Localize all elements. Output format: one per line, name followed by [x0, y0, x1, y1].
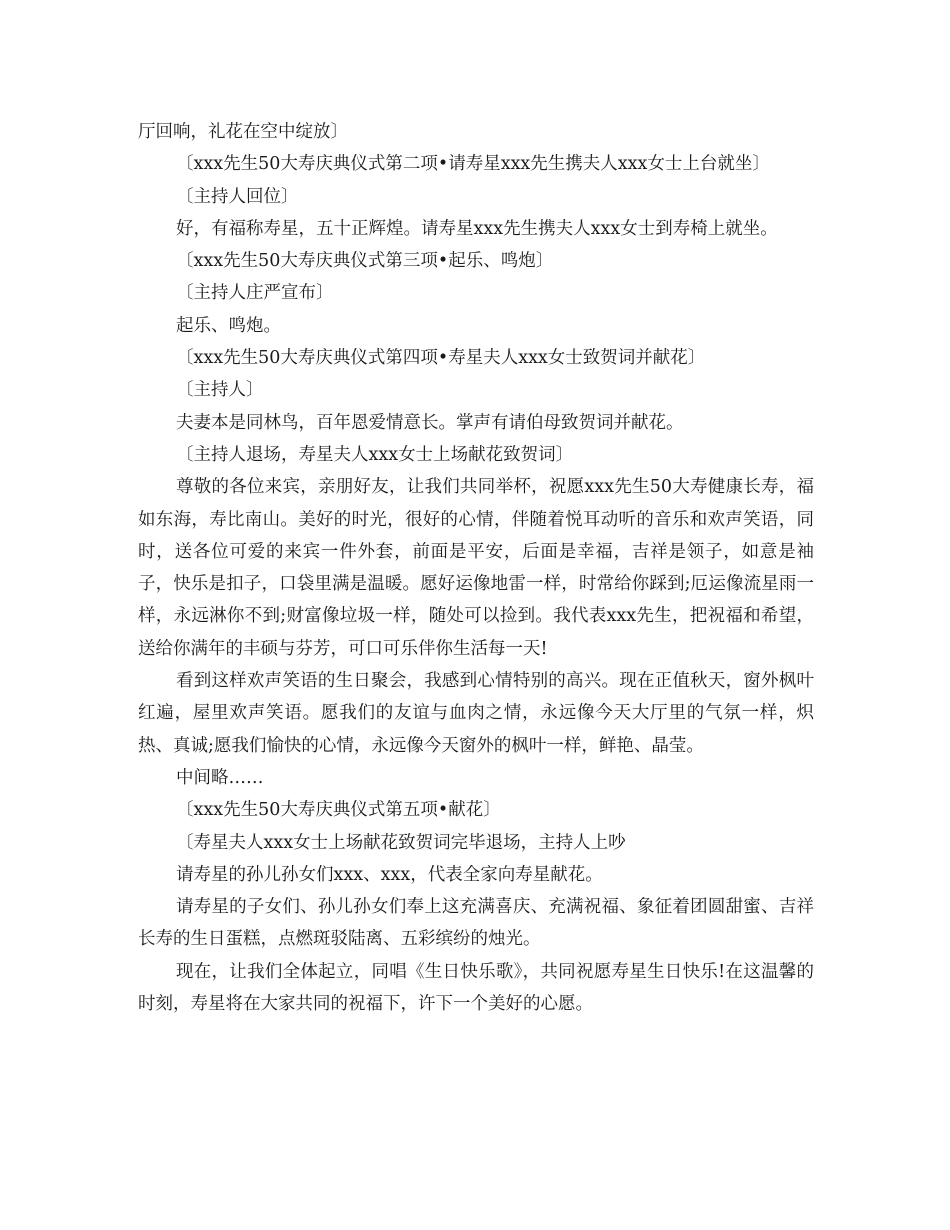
paragraph: 〔xxx先生50大寿庆典仪式第四项•寿星夫人xxx女士致贺词并献花〕 [176, 348, 706, 369]
paragraph: 尊敬的各位来宾，亲朋好友，让我们共同举杯，祝愿xxx先生50大寿健康长寿，福如东海，寿比南山。美好的时光，很好的心情，伴随着悦耳动听的音乐和欢声笑语，同时，送各位可爱的来宾一件外套，前面是平安，后面是幸福，吉祥是领子，如意是袖子，快乐是扣子，口袋里满是温暖。愿好运像地雷一样，时常给你踩到;厄运像流星雨一样，永远淋你不到;财富像垃圾一样，随处可以捡到。我代表xxx先生，把祝福和希望，送给你满年的丰硕与芬芳，可口可乐伴你生活每一天! [138, 477, 814, 659]
paragraph: 〔主持人庄严宣布〕 [176, 283, 334, 304]
paragraph: 看到这样欢声笑语的生日聚会，我感到心情特别的高兴。现在正值秋天，窗外枫叶红遍，屋里欢声笑语。愿我们的友谊与血肉之情，永远像今天大厅里的气氛一样，炽热、真诚;愿我们愉快的心情，永远像今天窗外的枫叶一样，鲜艳、晶莹。 [138, 671, 814, 756]
paragraph: 夫妻本是同林鸟，百年恩爱情意长。掌声有请伯母致贺词并献花。 [176, 412, 684, 433]
paragraph: 现在，让我们全体起立，同唱《生日快乐歌》，共同祝愿寿星生日快乐!在这温馨的时刻，寿星将在大家共同的祝福下，许下一个美好的心愿。 [138, 961, 814, 1015]
paragraph: 厅回响，礼花在空中绽放〕 [138, 122, 348, 142]
paragraph: 〔主持人回位〕 [176, 186, 299, 207]
paragraph: 请寿星的孙儿孙女们xxx、xxx，代表全家向寿星献花。 [176, 864, 603, 885]
paragraph: 请寿星的子女们、孙儿孙女们奉上这充满喜庆、充满祝福、象征着团圆甜蜜、吉祥长寿的生日蛋糕，点燃斑驳陆离、五彩缤纷的烛光。 [138, 897, 814, 950]
paragraph: 〔xxx先生50大寿庆典仪式第五项•献花〕 [176, 800, 501, 821]
paragraph: 中间略…… [176, 767, 264, 788]
paragraph: 〔主持人退场，寿星夫人xxx女士上场献花致贺词〕 [176, 444, 574, 465]
paragraph: 起乐、鸣炮。 [176, 315, 281, 336]
document-body [138, 116, 814, 1020]
paragraph: 〔主持人〕 [176, 380, 264, 401]
paragraph: 好，有福称寿星，五十正辉煌。请寿星xxx先生携夫人xxx女士到寿椅上就坐。 [176, 218, 778, 239]
paragraph: 〔寿星夫人xxx女士上场献花致贺词完毕退场，主持人上吵 [176, 832, 626, 853]
paragraph: 〔xxx先生50大寿庆典仪式第二项•请寿星xxx先生携夫人xxx女士上台就坐〕 [176, 154, 770, 175]
paragraph: 〔xxx先生50大寿庆典仪式第三项•起乐、鸣炮〕 [176, 251, 554, 272]
